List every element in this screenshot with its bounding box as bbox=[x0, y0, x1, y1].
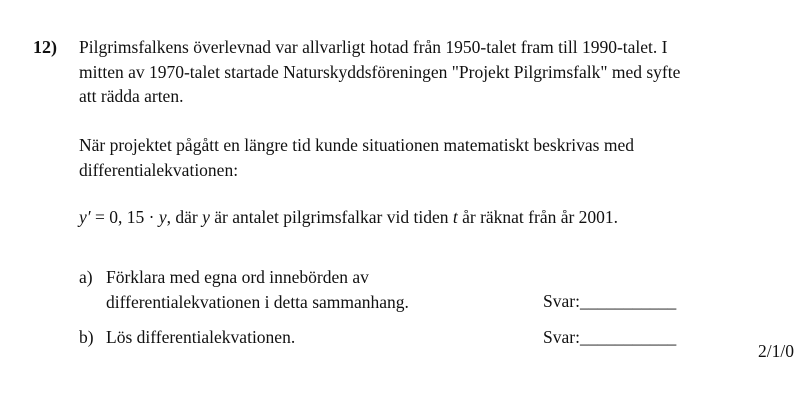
part-a-line: Förklara med egna ord innebörden av bbox=[106, 267, 369, 287]
question-number: 12) bbox=[33, 37, 57, 57]
equation-rhs: = 0, 15 · bbox=[90, 207, 159, 227]
equation-text: , där bbox=[166, 207, 203, 227]
equation-variable-t: t bbox=[452, 207, 458, 227]
part-a-label: a) bbox=[79, 267, 93, 287]
question-context bbox=[79, 133, 634, 182]
equation-text: år räknat från år 2001. bbox=[457, 207, 619, 227]
part-a-answer-field[interactable]: Svar:___________ bbox=[543, 291, 677, 311]
part-b-text bbox=[106, 325, 295, 350]
part-a-line: differentialekvationen i detta sammanhang. bbox=[106, 291, 409, 312]
context-line: När projektet pågått en längre tid kunde situationen matematiskt beskrivas med bbox=[79, 135, 634, 155]
part-b-answer-field[interactable]: Svar:___________ bbox=[543, 327, 677, 347]
intro-line: mitten av 1970-talet startade Naturskyddsföreningen "Projekt Pilgrimsfalk" med syfte bbox=[79, 61, 681, 82]
context-line: differentialekvationen: bbox=[79, 159, 239, 180]
equation-variable-y: y bbox=[158, 207, 167, 227]
equation-text: är antalet pilgrimsfalkar vid tiden bbox=[209, 207, 453, 227]
equation-lhs: y′ bbox=[79, 207, 91, 227]
part-b-label: b) bbox=[79, 327, 94, 347]
intro-line: Pilgrimsfalkens överlevnad var allvarligt hotad från 1950-talet fram till 1990-talet. I bbox=[79, 37, 668, 57]
points-indicator: 2/1/0 bbox=[758, 341, 794, 361]
question-intro bbox=[79, 35, 680, 109]
intro-line: att rädda arten. bbox=[79, 86, 184, 106]
differential-equation bbox=[79, 205, 618, 230]
part-b-line: Lös differentialekvationen. bbox=[106, 327, 296, 347]
equation-variable-y: y bbox=[202, 207, 210, 227]
part-a-text bbox=[106, 265, 409, 314]
